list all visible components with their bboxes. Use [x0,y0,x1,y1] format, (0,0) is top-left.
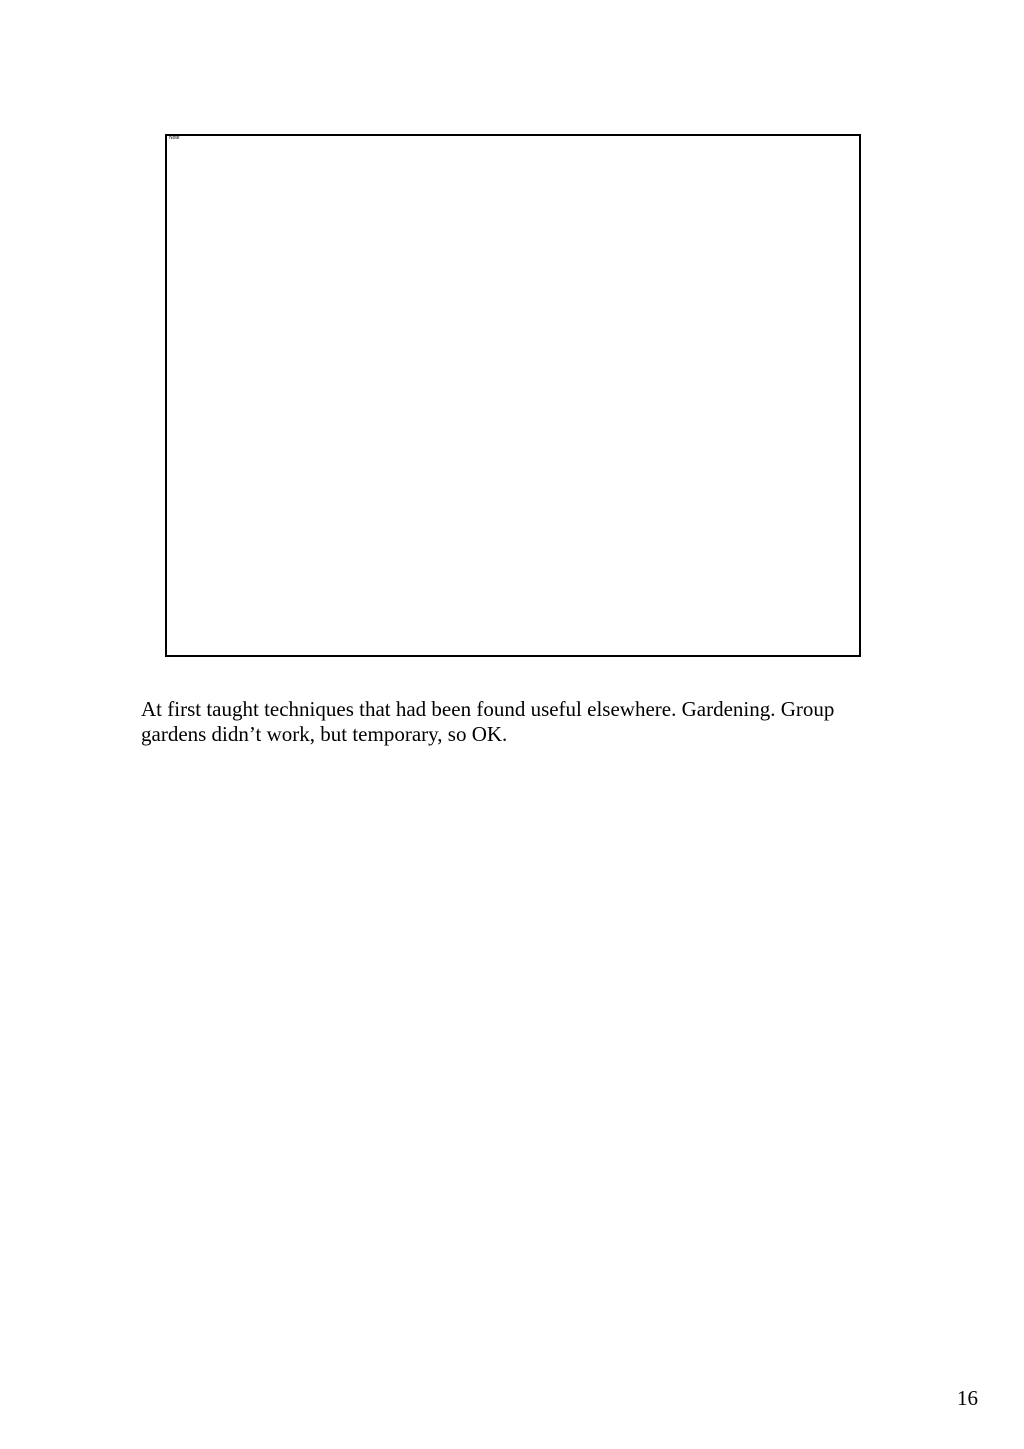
page-number: 16 [957,1386,978,1410]
notes-line-1: At first taught techniques that had been found useful elsewhere. Gardening. Group [141,697,835,721]
speaker-notes [141,697,861,747]
slide-thumbnail-frame [165,134,861,657]
slide-corner-label: Note [169,135,180,141]
notes-line-2: gardens didn’t work, but temporary, so OK. [141,722,508,746]
